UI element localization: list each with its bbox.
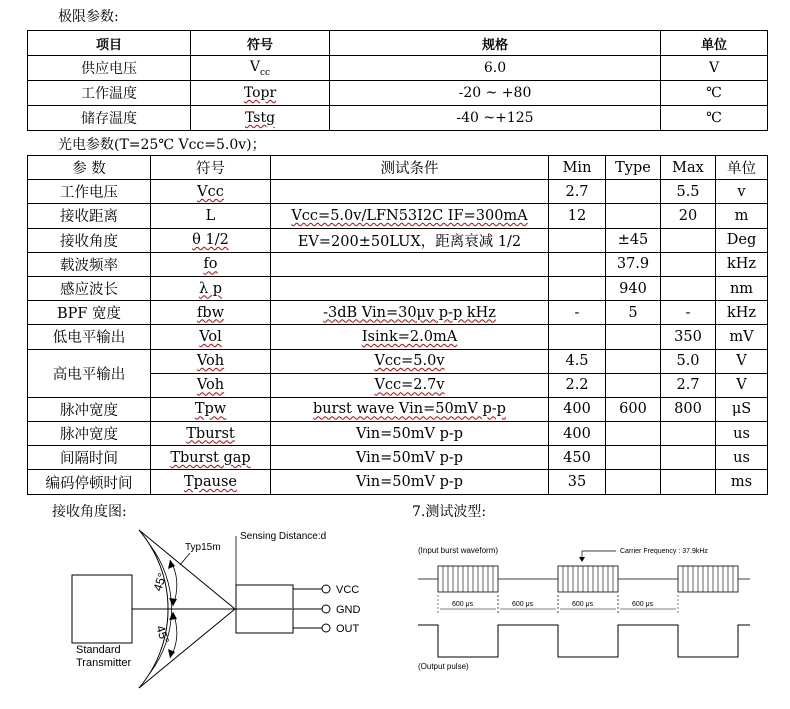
cell-max: 800: [661, 397, 716, 421]
interval-label: 600 μs: [572, 601, 594, 608]
table-row: [28, 422, 768, 446]
cell-unit: kHz: [716, 252, 768, 276]
header-unit: 单位: [661, 31, 768, 56]
cell-symbol: Vcc: [151, 180, 271, 204]
interval-label: 600 μs: [512, 601, 534, 608]
cell-min: [549, 276, 606, 300]
cell-condition: Vin=50mV p-p: [271, 446, 549, 470]
cell-min: 2.2: [549, 373, 606, 397]
cell-symbol: Tburst gap: [151, 446, 271, 470]
cell-unit: m: [716, 204, 768, 228]
transmitter-box: [72, 575, 132, 643]
interval-label: 600 μs: [452, 601, 474, 608]
cell-max: [661, 252, 716, 276]
cell-symbol: Voh: [151, 373, 271, 397]
burst-blocks: [438, 566, 738, 592]
cell-param: 感应波长: [28, 276, 151, 300]
cell-param: 工作电压: [28, 180, 151, 204]
cell-unit: ℃: [661, 106, 768, 131]
cell-min: 450: [549, 446, 606, 470]
cell-min: 35: [549, 470, 606, 494]
cell-condition: Vcc=5.0v: [271, 349, 549, 373]
cell-condition: Vin=50mV p-p: [271, 470, 549, 494]
cell-min: 400: [549, 397, 606, 421]
cell-type: 940: [606, 276, 661, 300]
table-row: [28, 446, 768, 470]
cell-type: ±45: [606, 228, 661, 252]
cell-unit: V: [661, 56, 768, 81]
output-pulse-label: (Output pulse): [418, 662, 469, 671]
cell-condition: Vcc=5.0v/LFN53I2C IF=300mA: [271, 204, 549, 228]
cell-symbol: Tstg: [191, 106, 330, 131]
carrier-frequency-label: Carrier Frequency : 37.9kHz: [620, 548, 708, 555]
cell-min: -: [549, 301, 606, 325]
cell-max: [661, 276, 716, 300]
table-row: [28, 301, 768, 325]
cell-symbol: Vol: [151, 325, 271, 349]
cell-min: [549, 252, 606, 276]
cell-param: 接收角度: [28, 228, 151, 252]
cell-condition: Vin=50mV p-p: [271, 422, 549, 446]
cell-type: 600: [606, 397, 661, 421]
cell-unit: V: [716, 373, 768, 397]
pin-vcc-label: VCC: [336, 584, 360, 596]
cell-item: 供应电压: [28, 56, 191, 81]
table-row: [28, 106, 768, 131]
cell-condition: [271, 276, 549, 300]
cell-type: 37.9: [606, 252, 661, 276]
header-symbol: 符号: [191, 31, 330, 56]
cell-spec: 6.0: [330, 56, 661, 81]
vcc-pin-icon: [322, 585, 330, 593]
table-row: [28, 276, 768, 300]
cell-param: 低电平输出: [28, 325, 151, 349]
optics-table: [27, 155, 768, 495]
input-waveform-label: (Input burst waveform): [418, 546, 499, 555]
table-row: [28, 204, 768, 228]
cell-unit: V: [716, 349, 768, 373]
cell-item: 工作温度: [28, 81, 191, 106]
table-row: [28, 228, 768, 252]
header-symbol: 符号: [151, 156, 271, 180]
cell-param: 脉冲宽度: [28, 397, 151, 421]
table-row: [28, 397, 768, 421]
cell-max: 2.7: [661, 373, 716, 397]
cell-symbol: Tpause: [151, 470, 271, 494]
typ-distance-label: Typ15m: [185, 542, 221, 553]
cell-max: 20: [661, 204, 716, 228]
header-unit: 单位: [716, 156, 768, 180]
cell-symbol: Tpw: [151, 397, 271, 421]
cell-unit: Deg: [716, 228, 768, 252]
cell-min: 4.5: [549, 349, 606, 373]
optics-header-row: [28, 156, 768, 180]
cell-type: [606, 470, 661, 494]
cell-max: 350: [661, 325, 716, 349]
table-row: [28, 56, 768, 81]
cell-param: 间隔时间: [28, 446, 151, 470]
output-pulse-trace: [418, 625, 750, 657]
cell-spec: -20 ~ +80: [330, 81, 661, 106]
cell-type: [606, 373, 661, 397]
cell-symbol: Topr: [191, 81, 330, 106]
table-row: [28, 470, 768, 494]
cell-min: [549, 325, 606, 349]
cell-param: BPF 宽度: [28, 301, 151, 325]
limits-table: [27, 30, 768, 131]
cell-max: 5.0: [661, 349, 716, 373]
cell-unit: us: [716, 446, 768, 470]
cell-type: [606, 180, 661, 204]
transmitter-label-2: Transmitter: [76, 657, 132, 669]
cell-max: 5.5: [661, 180, 716, 204]
table-row: [28, 325, 768, 349]
angle-bottom-label: 45°: [153, 623, 173, 646]
angle-diagram-caption: 接收角度图:: [52, 504, 127, 520]
table-row: [28, 180, 768, 204]
table-row: [28, 81, 768, 106]
cell-param: 载波频率: [28, 252, 151, 276]
receive-angle-diagram: [60, 520, 380, 690]
cell-unit: v: [716, 180, 768, 204]
interval-markers: [438, 595, 678, 613]
cell-min: 2.7: [549, 180, 606, 204]
cell-symbol: θ 1/2: [151, 228, 271, 252]
transmitter-label-1: Standard: [76, 644, 121, 656]
angle-top-label: 45°: [150, 571, 170, 593]
cell-unit: μS: [716, 397, 768, 421]
header-max: Max: [661, 156, 716, 180]
cell-condition: [271, 252, 549, 276]
cell-item: 储存温度: [28, 106, 191, 131]
interval-label: 600 μs: [632, 601, 654, 608]
limits-header-row: [28, 31, 768, 56]
cell-symbol: L: [151, 204, 271, 228]
cell-param: 编码停顿时间: [28, 470, 151, 494]
limits-caption: 极限参数:: [58, 9, 119, 25]
cell-type: [606, 349, 661, 373]
cell-symbol: λ p: [151, 276, 271, 300]
cell-condition: [271, 180, 549, 204]
cell-unit: ℃: [661, 81, 768, 106]
cell-symbol: Tburst: [151, 422, 271, 446]
cell-unit: ms: [716, 470, 768, 494]
header-type: Type: [606, 156, 661, 180]
pin-out-label: OUT: [336, 623, 360, 635]
cell-max: [661, 446, 716, 470]
header-min: Min: [549, 156, 606, 180]
cell-min: [549, 228, 606, 252]
header-param: 参 数: [28, 156, 151, 180]
table-row: [28, 349, 768, 373]
gnd-pin-icon: [322, 605, 330, 613]
cell-type: [606, 204, 661, 228]
cell-min: 12: [549, 204, 606, 228]
cell-unit: mV: [716, 325, 768, 349]
optics-caption: 光电参数(T=25℃ Vcc=5.0v)；: [58, 137, 266, 153]
cell-param: 高电平输出: [28, 349, 151, 397]
cell-symbol: Voh: [151, 349, 271, 373]
cell-type: [606, 325, 661, 349]
cell-type: [606, 422, 661, 446]
pin-gnd-label: GND: [336, 604, 361, 616]
cell-condition: -3dB Vin=30μv p-p kHz: [271, 301, 549, 325]
cell-unit: kHz: [716, 301, 768, 325]
cell-condition: burst wave Vin=50mV p-p: [271, 397, 549, 421]
test-waveform-diagram: [410, 535, 760, 675]
cell-max: -: [661, 301, 716, 325]
cell-condition: EV=200±50LUX，距离衰减 1/2: [271, 228, 549, 252]
header-item: 项目: [28, 31, 191, 56]
cell-unit: nm: [716, 276, 768, 300]
cell-max: [661, 422, 716, 446]
cell-param: 脉冲宽度: [28, 422, 151, 446]
cell-min: 400: [549, 422, 606, 446]
out-pin-icon: [322, 624, 330, 632]
cell-type: [606, 446, 661, 470]
header-condition: 测试条件: [271, 156, 549, 180]
cell-type: 5: [606, 301, 661, 325]
cell-unit: us: [716, 422, 768, 446]
cell-symbol: $V_{cc}$: [191, 56, 330, 81]
cell-param: 接收距离: [28, 204, 151, 228]
table-row: [28, 252, 768, 276]
sensing-distance-label: Sensing Distance:d: [240, 531, 327, 542]
cell-condition: Isink=2.0mA: [271, 325, 549, 349]
header-spec: 规格: [330, 31, 661, 56]
optics-table-body: [28, 156, 768, 495]
cell-spec: -40 ~+125: [330, 106, 661, 131]
waveform-caption: 7.测试波型:: [412, 504, 487, 520]
cell-max: [661, 228, 716, 252]
cell-symbol: fo: [151, 252, 271, 276]
cell-symbol: fbw: [151, 301, 271, 325]
cell-max: [661, 470, 716, 494]
cell-condition: Vcc=2.7v: [271, 373, 549, 397]
